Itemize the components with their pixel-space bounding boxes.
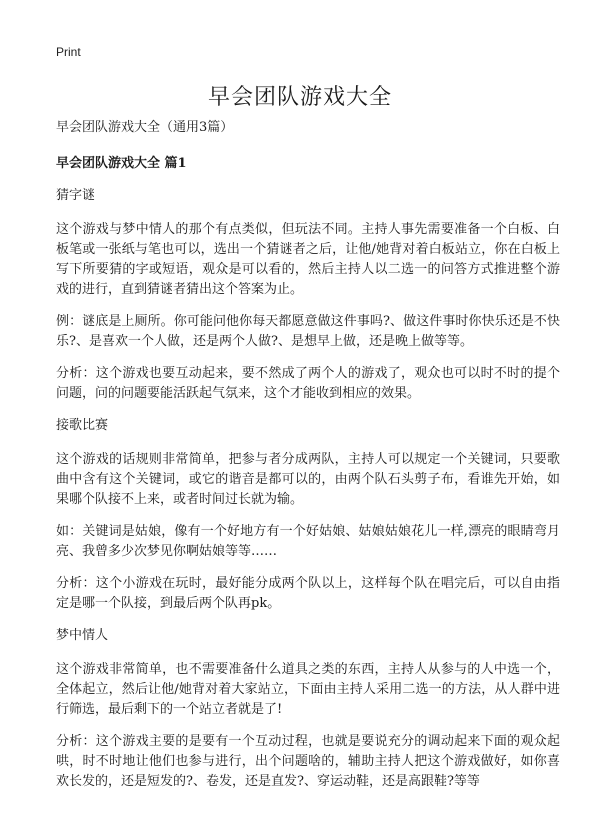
game-heading-dream-lover: 梦中情人: [56, 628, 109, 643]
paragraph: 例：谜底是上厕所。你可能问他你每天都愿意做这件事吗?、做这件事时你快乐还是不快乐?、是喜欢一个人做，还是两个人做?、是想早上做，还是晚上做等等。: [56, 314, 560, 349]
paragraph: 分析：这个小游戏在玩时，最好能分成两个队以上，这样每个队在唱完后，可以自由指定是哪一个队接，到最后两个队再pk。: [56, 576, 560, 611]
page-title: 早会团队游戏大全: [207, 85, 392, 110]
document-subtitle: 早会团队游戏大全（通用3篇）: [56, 120, 234, 135]
section-heading: 早会团队游戏大全 篇1: [56, 156, 187, 171]
paragraph: 分析：这个游戏也要互动起来，要不然成了两个人的游戏了，观众也可以时不时的提个问题，问的问题要能活跃起气氛来，这个才能收到相应的效果。: [56, 366, 560, 401]
game-heading-riddle: 猜字谜: [56, 188, 96, 203]
paragraph: 分析：这个游戏主要的是要有一个互动过程，也就是要说充分的调动起来下面的观众起哄，时不时地让他们也参与进行，出个问题啥的，辅助主持人把这个游戏做好，如你喜欢长发的，还是短发的?、卷发，还是直发?、穿运动鞋，还是高跟鞋?等等: [56, 734, 560, 789]
document-body: [56, 118, 560, 804]
print-label[interactable]: Print: [56, 45, 81, 59]
paragraph: 这个游戏的话规则非常简单，把参与者分成两队，主持人可以规定一个关键词，只要歌曲中含有这个关键词，或它的谐音是都可以的，由两个队石头剪子布，看谁先开始，如果哪个队接不上来，或者时间过长就为输。: [56, 452, 560, 507]
game-heading-song: 接歌比赛: [56, 418, 109, 433]
paragraph: 如：关键词是姑娘，像有一个好地方有一个好姑娘、姑娘姑娘花儿一样,漂亮的眼睛弯月亮、我曾多少次梦见你啊姑娘等等……: [56, 524, 560, 559]
paragraph: 这个游戏与梦中情人的那个有点类似，但玩法不同。主持人事先需要准备一个白板、白板笔或一张纸与笔也可以，选出一个猜谜者之后，让他/她背对着白板站立，你在白板上写下所要猜的字或短语，观众是可以看的，然后主持人以二选一的问答方式推进整个游戏的进行，直到猜谜者猜出这个答案为止。: [56, 222, 560, 297]
paragraph: 这个游戏非常简单，也不需要准备什么道具之类的东西，主持人从参与的人中选一个，全体起立，然后让他/她背对着大家站立，下面由主持人采用二选一的方法，从人群中进行筛选，最后剩下的一个站立者就是了!: [56, 662, 560, 717]
